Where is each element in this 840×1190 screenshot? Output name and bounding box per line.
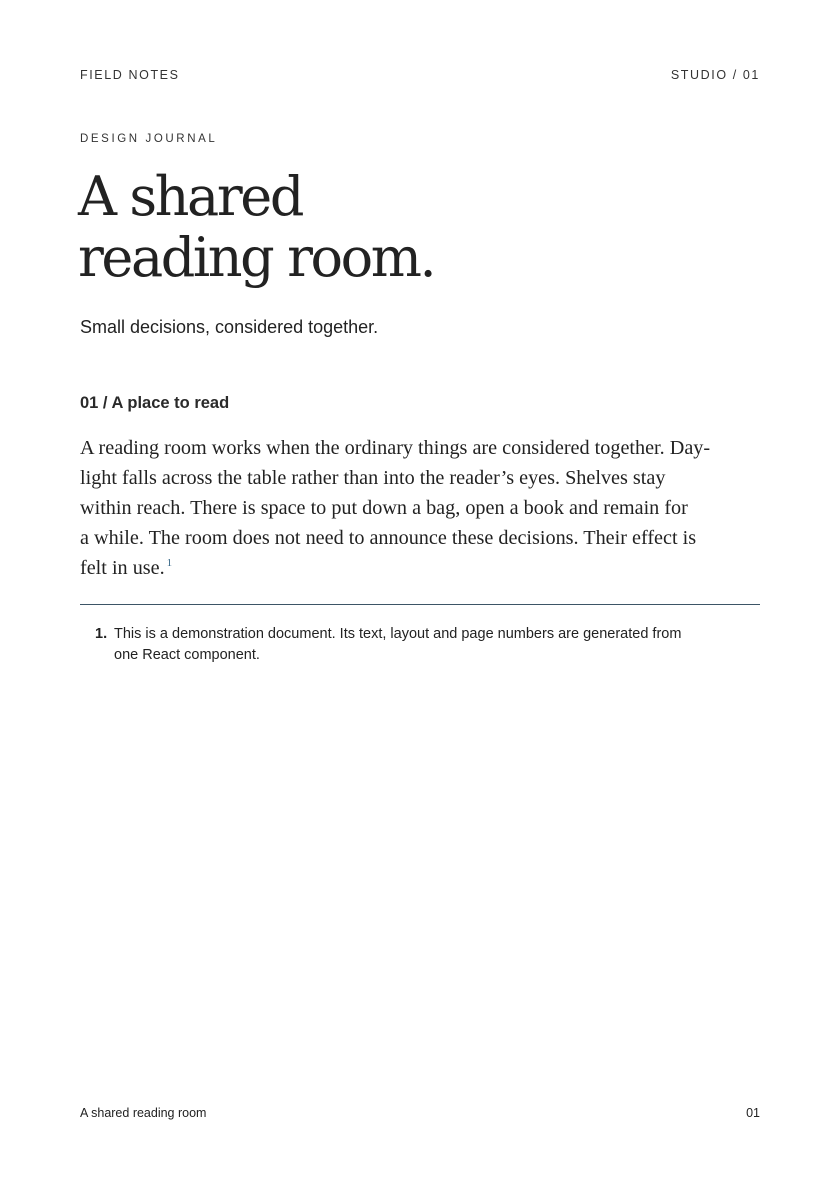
footer-document-title: A shared reading room bbox=[80, 1106, 207, 1120]
kicker-label: DESIGN JOURNAL bbox=[80, 133, 218, 145]
page-footer bbox=[80, 1106, 760, 1122]
title-line-2: reading room. bbox=[78, 226, 435, 289]
section-heading: 01 / A place to read bbox=[80, 394, 230, 412]
body-line: a while. The room does not need to announce these decisions. Their effect is bbox=[80, 527, 697, 549]
section-body bbox=[80, 433, 764, 583]
header-publication: FIELD NOTES bbox=[80, 68, 180, 82]
footnote-divider bbox=[80, 604, 760, 605]
header-section-number: STUDIO / 01 bbox=[670, 68, 760, 82]
body-line: light falls across the table rather than into the reader’s eyes. Shelves stay bbox=[80, 467, 666, 489]
document-page bbox=[80, 0, 760, 1190]
page-subtitle: Small decisions, considered together. bbox=[80, 317, 379, 337]
body-line-last bbox=[80, 553, 764, 583]
footnote-number: 1. bbox=[95, 626, 108, 642]
title-line-1: A shared bbox=[78, 165, 302, 228]
page-title bbox=[78, 166, 678, 288]
page-number: 01 bbox=[746, 1106, 760, 1120]
body-line: A reading room works when the ordinary things are considered together. Day- bbox=[80, 437, 711, 459]
footnote-reference-link[interactable]: 1 bbox=[166, 557, 173, 569]
body-line: within reach. There is space to put down a bag, open a book and remain for bbox=[80, 497, 688, 519]
running-header bbox=[80, 68, 760, 84]
footnote-text bbox=[114, 624, 754, 666]
body-line: felt in use. bbox=[80, 557, 165, 579]
footnote-line: This is a demonstration document. Its text, layout and page numbers are generated from bbox=[114, 626, 682, 642]
footnote-line: one React component. bbox=[114, 647, 260, 663]
